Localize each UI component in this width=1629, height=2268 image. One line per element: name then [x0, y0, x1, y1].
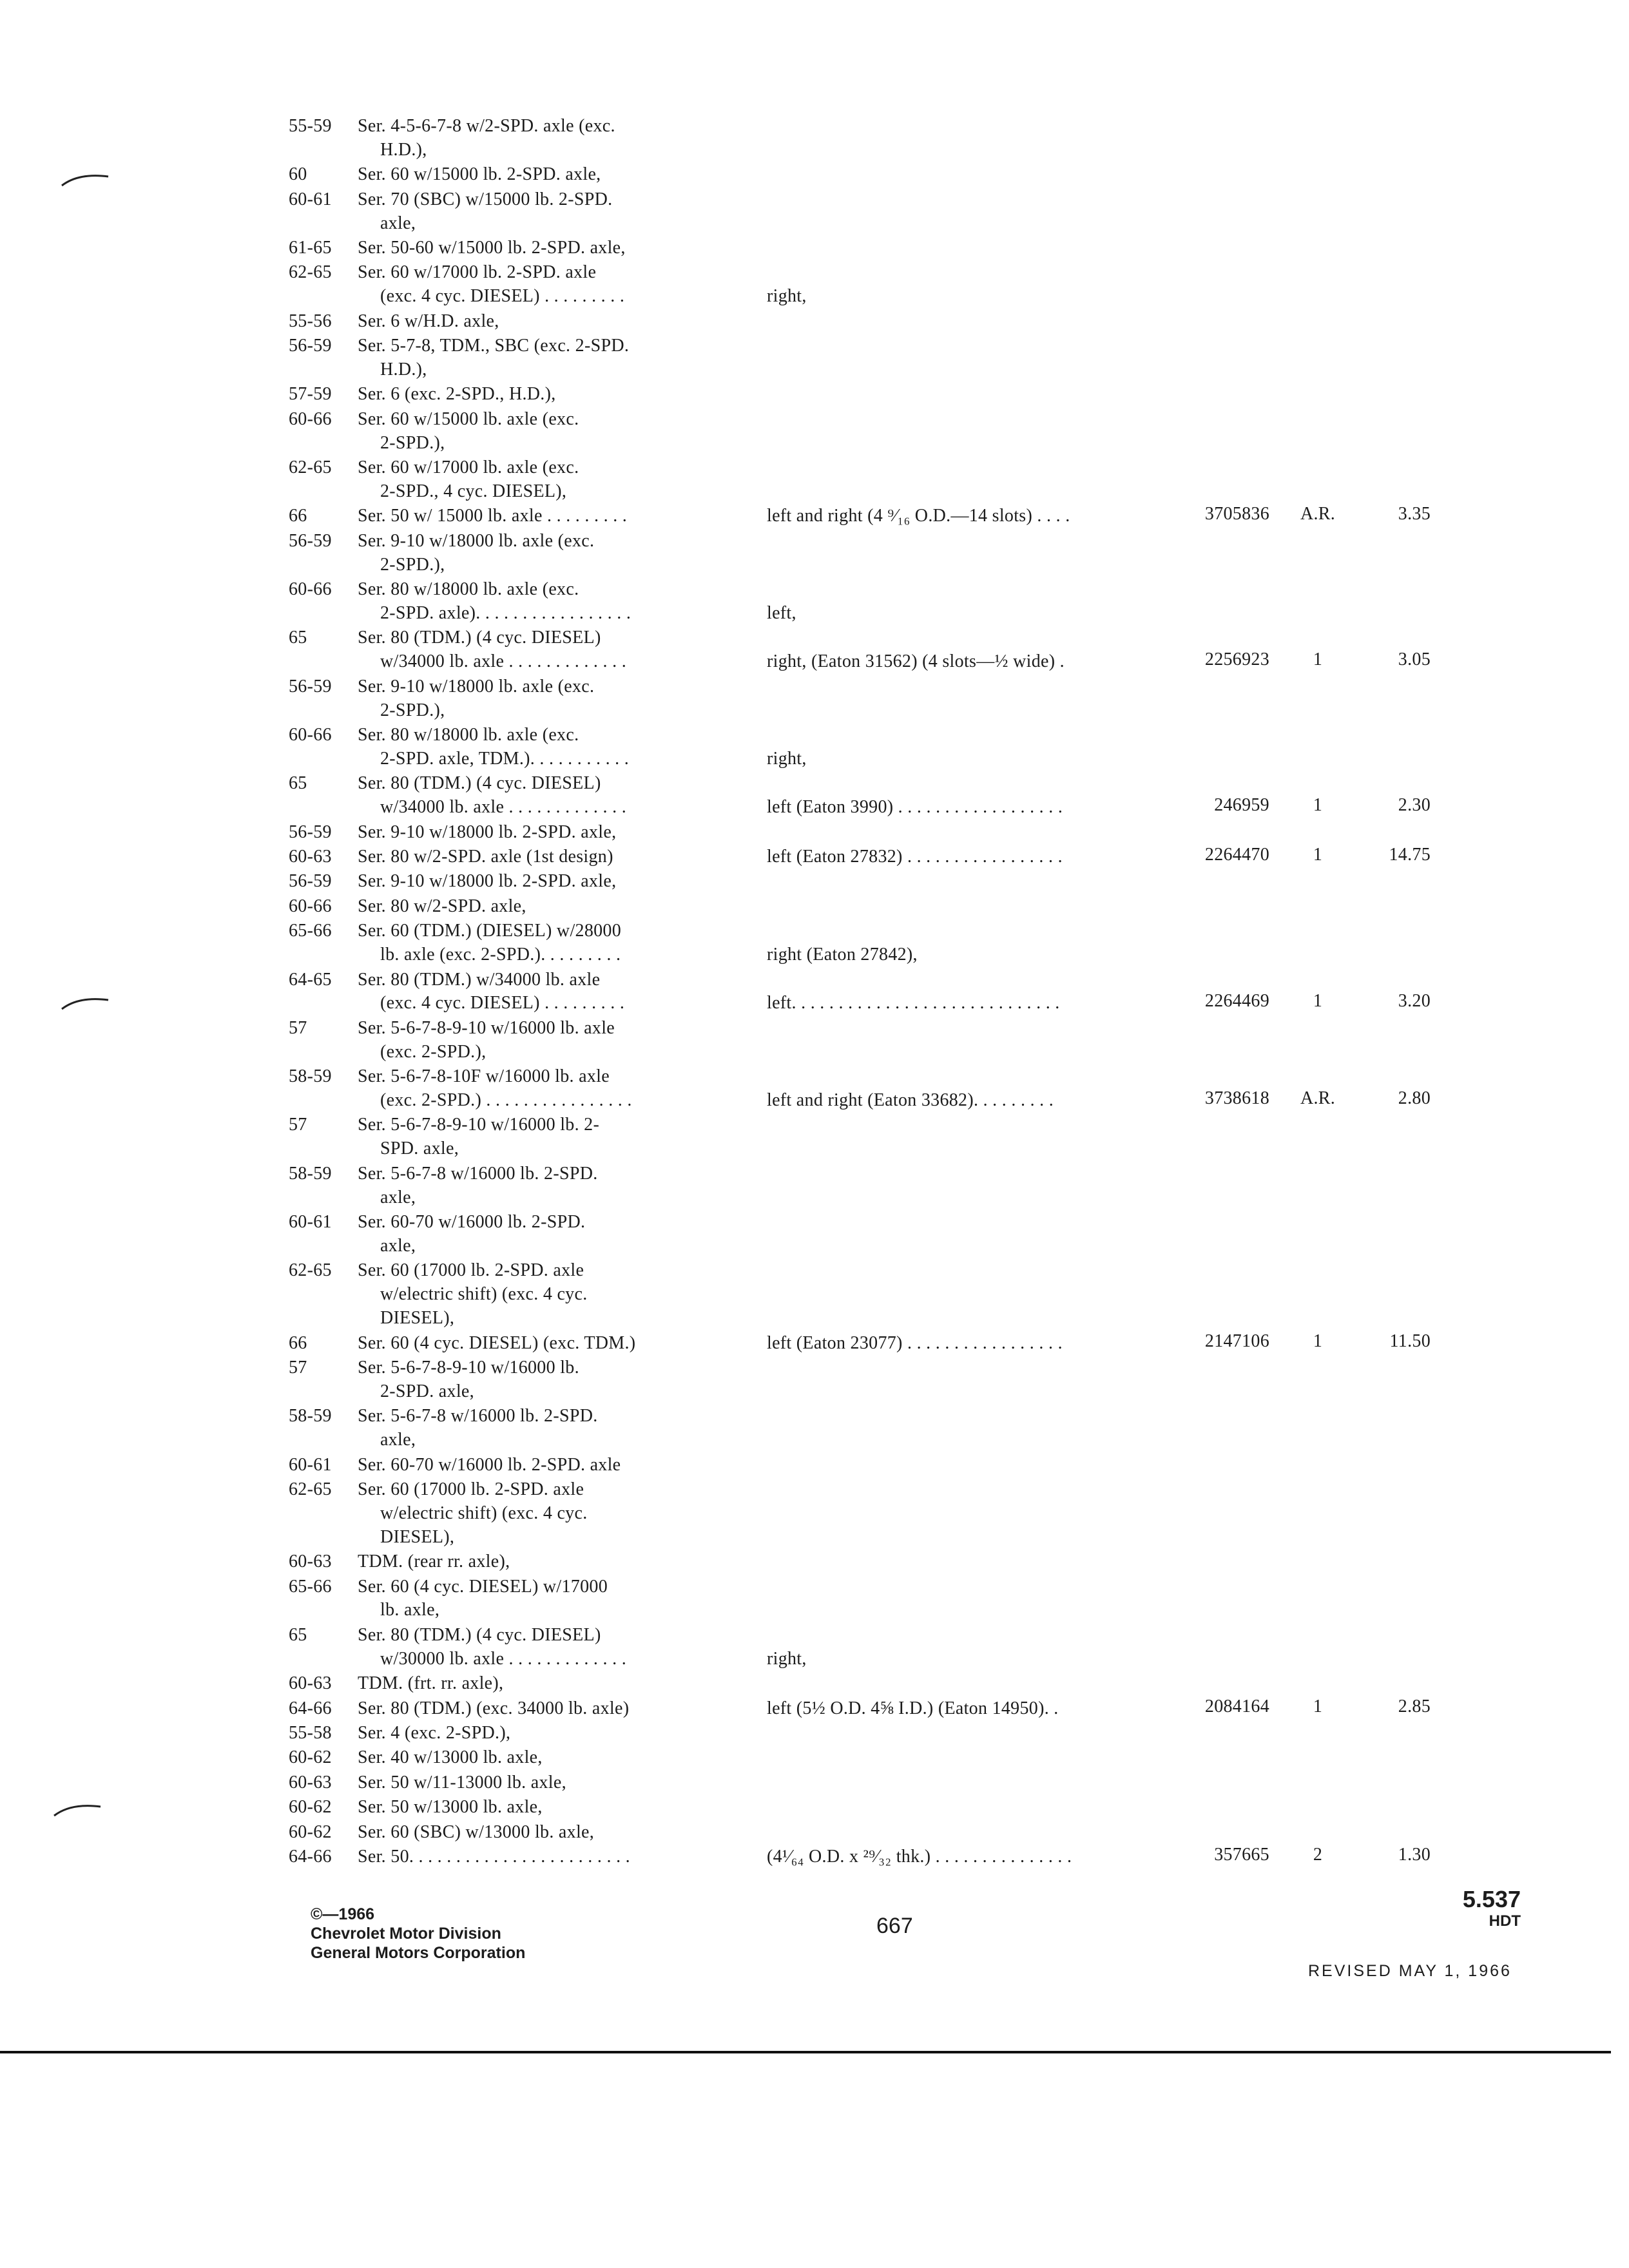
vehicle-description-line: H.D.),: [380, 360, 427, 380]
price: 3.20: [1398, 991, 1431, 1012]
part-description: left (Eaton 23077) . . . . . . . . . . . . . . . . .: [767, 1332, 1063, 1353]
model-years: 60-61: [289, 189, 332, 209]
model-years: 60-63: [289, 1772, 332, 1792]
model-years: 56-59: [289, 336, 332, 356]
vehicle-description-line: 2-SPD.),: [380, 700, 445, 720]
vehicle-description-line: Ser. 60 (17000 lb. 2-SPD. axle: [358, 1479, 584, 1499]
model-years: 60-61: [289, 1454, 332, 1475]
vehicle-description-line: Ser. 60 (4 cyc. DIESEL) w/17000: [358, 1576, 608, 1597]
model-years: 57-59: [289, 384, 332, 405]
vehicle-description-line: Ser. 9-10 w/18000 lb. 2-SPD. axle,: [358, 871, 617, 892]
vehicle-description-line: w/electric shift) (exc. 4 cyc.: [380, 1503, 588, 1523]
model-years: 65-66: [289, 1576, 332, 1597]
model-years: 62-65: [289, 1479, 332, 1499]
vehicle-description-line: 2-SPD. axle,: [380, 1381, 474, 1401]
vehicle-description-line: Ser. 4-5-6-7-8 w/2-SPD. axle (exc.: [358, 116, 615, 136]
vehicle-description-line: w/30000 lb. axle . . . . . . . . . . . . .: [380, 1648, 627, 1669]
vehicle-description-line: Ser. 5-6-7-8-9-10 w/16000 lb. 2-: [358, 1115, 600, 1135]
model-years: 60-66: [289, 408, 332, 429]
price: 3.05: [1398, 649, 1431, 670]
model-years: 55-56: [289, 311, 332, 331]
part-description: left and right (4 ⁹⁄₁₆ O.D.—14 slots) . . . .: [767, 506, 1070, 526]
vehicle-description-line: Ser. 60 w/17000 lb. axle (exc.: [358, 457, 579, 478]
vehicle-description-line: Ser. 6 w/H.D. axle,: [358, 311, 499, 331]
model-years: 60-62: [289, 1797, 332, 1818]
part-description: right (Eaton 27842),: [767, 945, 918, 965]
vehicle-description-line: Ser. 4 (exc. 2-SPD.),: [358, 1722, 511, 1743]
quantity: 1: [1313, 795, 1323, 816]
part-number: 246959: [1214, 795, 1269, 816]
vehicle-description-line: Ser. 80 (TDM.) w/34000 lb. axle: [358, 969, 601, 990]
model-years: 60-63: [289, 1552, 332, 1572]
vehicle-description-line: SPD. axle,: [380, 1139, 459, 1159]
price: 2.80: [1398, 1088, 1431, 1108]
vehicle-description-line: axle,: [380, 1430, 416, 1450]
vehicle-description-line: Ser. 60 w/17000 lb. 2-SPD. axle: [358, 262, 597, 283]
model-years: 56-59: [289, 676, 332, 697]
model-years: 65: [289, 628, 307, 648]
part-description: left,: [767, 603, 796, 623]
model-years: 56-59: [289, 871, 332, 892]
model-years: 60-63: [289, 1673, 332, 1694]
corporation-name: General Motors Corporation: [311, 1944, 526, 1962]
vehicle-description-line: Ser. 80 (TDM.) (4 cyc. DIESEL): [358, 1624, 601, 1645]
vehicle-description-line: Ser. 50 w/ 15000 lb. axle . . . . . . . . .: [358, 506, 628, 526]
model-years: 61-65: [289, 238, 332, 258]
model-years: 60-66: [289, 725, 332, 745]
vehicle-description-line: Ser. 5-6-7-8-9-10 w/16000 lb. axle: [358, 1017, 615, 1038]
vehicle-description-line: Ser. 60 (SBC) w/13000 lb. axle,: [358, 1821, 595, 1842]
vehicle-description-line: w/34000 lb. axle . . . . . . . . . . . . .: [380, 651, 627, 672]
price: 2.30: [1398, 795, 1431, 816]
price: 2.85: [1398, 1696, 1431, 1716]
vehicle-description-line: Ser. 5-6-7-8-9-10 w/16000 lb.: [358, 1357, 579, 1378]
part-number: 2264469: [1204, 991, 1269, 1012]
model-years: 56-59: [289, 822, 332, 842]
model-years: 65: [289, 1624, 307, 1645]
part-number: 2256923: [1204, 649, 1269, 670]
vehicle-description-line: Ser. 80 w/2-SPD. axle (1st design): [358, 847, 613, 867]
vehicle-description-line: axle,: [380, 1187, 416, 1207]
vehicle-description-line: Ser. 9-10 w/18000 lb. 2-SPD. axle,: [358, 822, 617, 842]
part-description: left (Eaton 27832) . . . . . . . . . . . . . . . . .: [767, 847, 1063, 867]
vehicle-description-line: axle,: [380, 1235, 416, 1256]
part-description: right, (Eaton 31562) (4 slots—½ wide) .: [767, 651, 1065, 672]
vehicle-description-line: Ser. 80 (TDM.) (exc. 34000 lb. axle): [358, 1698, 630, 1718]
vehicle-description-line: Ser. 80 (TDM.) (4 cyc. DIESEL): [358, 773, 601, 794]
vehicle-description-line: Ser. 80 (TDM.) (4 cyc. DIESEL): [358, 628, 601, 648]
section-sub: HDT: [1489, 1912, 1521, 1930]
vehicle-description-line: Ser. 50 w/13000 lb. axle,: [358, 1797, 543, 1818]
model-years: 65: [289, 773, 307, 794]
quantity: 2: [1313, 1844, 1323, 1865]
vehicle-description-line: Ser. 5-6-7-8-10F w/16000 lb. axle: [358, 1066, 610, 1087]
model-years: 60-66: [289, 579, 332, 600]
page-number: 667: [876, 1914, 913, 1938]
revision-date: REVISED MAY 1, 1966: [1308, 1962, 1512, 1980]
model-years: 55-59: [289, 116, 332, 136]
vehicle-description-line: H.D.),: [380, 139, 427, 160]
model-years: 64-66: [289, 1698, 332, 1718]
part-number: 3705836: [1204, 504, 1269, 524]
model-years: 62-65: [289, 1260, 332, 1281]
part-description: right,: [767, 286, 807, 307]
quantity: A.R.: [1300, 1088, 1336, 1108]
vehicle-description-line: axle,: [380, 213, 416, 233]
model-years: 60: [289, 164, 307, 185]
model-years: 62-65: [289, 457, 332, 478]
vehicle-description-line: Ser. 80 w/2-SPD. axle,: [358, 896, 526, 916]
part-description: right,: [767, 1648, 807, 1669]
part-description: right,: [767, 748, 807, 769]
model-years: 55-58: [289, 1722, 332, 1743]
section-number: 5.537: [1462, 1886, 1521, 1912]
vehicle-description-line: Ser. 50 w/11-13000 lb. axle,: [358, 1772, 566, 1792]
vehicle-description-line: Ser. 80 w/18000 lb. axle (exc.: [358, 579, 579, 600]
model-years: 60-63: [289, 847, 332, 867]
model-years: 60-61: [289, 1212, 332, 1232]
publisher-block: [311, 1905, 525, 1963]
vehicle-description-line: Ser. 60 (4 cyc. DIESEL) (exc. TDM.): [358, 1332, 636, 1353]
vehicle-description-line: Ser. 60 (TDM.) (DIESEL) w/28000: [358, 921, 622, 941]
vehicle-description-line: TDM. (frt. rr. axle),: [358, 1673, 504, 1694]
quantity: 1: [1313, 845, 1323, 865]
vehicle-description-line: lb. axle,: [380, 1600, 440, 1620]
model-years: 60-62: [289, 1821, 332, 1842]
model-years: 60-66: [289, 896, 332, 916]
vehicle-description-line: (exc. 2-SPD.) . . . . . . . . . . . . . . . .: [380, 1090, 632, 1110]
model-years: 58-59: [289, 1406, 332, 1427]
vehicle-description-line: w/electric shift) (exc. 4 cyc.: [380, 1284, 588, 1305]
part-number: 357665: [1214, 1844, 1269, 1865]
model-years: 58-59: [289, 1066, 332, 1087]
vehicle-description-line: Ser. 5-6-7-8 w/16000 lb. 2-SPD.: [358, 1406, 598, 1427]
model-years: 57: [289, 1017, 307, 1038]
part-description: left and right (Eaton 33682). . . . . . . . .: [767, 1090, 1054, 1110]
bottom-rule: [0, 2051, 1611, 2053]
model-years: 66: [289, 506, 307, 526]
vehicle-description-line: Ser. 60-70 w/16000 lb. 2-SPD. axle: [358, 1454, 621, 1475]
model-years: 64-66: [289, 1846, 332, 1867]
quantity: 1: [1313, 649, 1323, 670]
part-number: 2084164: [1204, 1696, 1269, 1716]
division-name: Chevrolet Motor Division: [311, 1925, 501, 1943]
vehicle-description-line: w/34000 lb. axle . . . . . . . . . . . . .: [380, 797, 627, 818]
vehicle-description-line: Ser. 9-10 w/18000 lb. axle (exc.: [358, 676, 595, 697]
copyright: ©—1966: [311, 1905, 375, 1923]
vehicle-description-line: Ser. 60-70 w/16000 lb. 2-SPD.: [358, 1212, 586, 1232]
part-number: 2264470: [1204, 845, 1269, 865]
quantity: A.R.: [1300, 504, 1336, 524]
model-years: 57: [289, 1115, 307, 1135]
price: 11.50: [1389, 1331, 1431, 1351]
vehicle-description-line: Ser. 50-60 w/15000 lb. 2-SPD. axle,: [358, 238, 626, 258]
vehicle-description-line: Ser. 5-6-7-8 w/16000 lb. 2-SPD.: [358, 1163, 598, 1184]
quantity: 1: [1313, 1331, 1323, 1351]
part-number: 3738618: [1204, 1088, 1269, 1108]
vehicle-description-line: Ser. 70 (SBC) w/15000 lb. 2-SPD.: [358, 189, 613, 209]
model-years: 57: [289, 1357, 307, 1378]
vehicle-description-line: 2-SPD. axle). . . . . . . . . . . . . . . . .: [380, 603, 631, 623]
part-description: (4¹⁄₆₄ O.D. x ²⁹⁄₃₂ thk.) . . . . . . . . . . . . . . .: [767, 1846, 1072, 1867]
vehicle-description-line: Ser. 60 (17000 lb. 2-SPD. axle: [358, 1260, 584, 1281]
part-description: left. . . . . . . . . . . . . . . . . . . . . . . . . . . . .: [767, 993, 1060, 1014]
model-years: 56-59: [289, 530, 332, 551]
model-years: 66: [289, 1332, 307, 1353]
vehicle-description-line: Ser. 60 w/15000 lb. axle (exc.: [358, 408, 579, 429]
model-years: 64-65: [289, 969, 332, 990]
vehicle-description-line: Ser. 5-7-8, TDM., SBC (exc. 2-SPD.: [358, 336, 630, 356]
vehicle-description-line: DIESEL),: [380, 1526, 455, 1547]
vehicle-description-line: Ser. 6 (exc. 2-SPD., H.D.),: [358, 384, 556, 405]
part-number: 2147106: [1204, 1331, 1269, 1351]
vehicle-description-line: Ser. 80 w/18000 lb. axle (exc.: [358, 725, 579, 745]
vehicle-description-line: Ser. 40 w/13000 lb. axle,: [358, 1747, 543, 1768]
model-years: 58-59: [289, 1163, 332, 1184]
model-years: 65-66: [289, 921, 332, 941]
vehicle-description-line: 2-SPD.),: [380, 432, 445, 453]
price: 14.75: [1389, 845, 1431, 865]
price: 3.35: [1398, 504, 1431, 524]
vehicle-description-line: DIESEL),: [380, 1308, 455, 1329]
vehicle-description-line: (exc. 4 cyc. DIESEL) . . . . . . . . .: [380, 286, 625, 307]
punch-mark-top: [59, 169, 111, 188]
vehicle-description-line: Ser. 60 w/15000 lb. 2-SPD. axle,: [358, 164, 601, 185]
punch-mark-middle: [59, 992, 111, 1012]
quantity: 1: [1313, 991, 1323, 1012]
vehicle-description-line: TDM. (rear rr. axle),: [358, 1552, 510, 1572]
vehicle-description-line: lb. axle (exc. 2-SPD.). . . . . . . . .: [380, 945, 621, 965]
model-years: 60-62: [289, 1747, 332, 1768]
model-years: 62-65: [289, 262, 332, 283]
vehicle-description-line: Ser. 50. . . . . . . . . . . . . . . . . . . . . . . .: [358, 1846, 630, 1867]
vehicle-description-line: 2-SPD. axle, TDM.). . . . . . . . . . .: [380, 748, 630, 769]
vehicle-description-line: Ser. 9-10 w/18000 lb. axle (exc.: [358, 530, 595, 551]
price: 1.30: [1398, 1844, 1431, 1865]
vehicle-description-line: 2-SPD.),: [380, 554, 445, 575]
part-description: left (5½ O.D. 4⅝ I.D.) (Eaton 14950). .: [767, 1698, 1059, 1718]
punch-mark-bottom: [52, 1799, 103, 1818]
vehicle-description-line: 2-SPD., 4 cyc. DIESEL),: [380, 481, 567, 501]
vehicle-description-line: (exc. 2-SPD.),: [380, 1041, 487, 1062]
part-description: left (Eaton 3990) . . . . . . . . . . . . . . . . . .: [767, 797, 1063, 818]
quantity: 1: [1313, 1696, 1323, 1716]
vehicle-description-line: (exc. 4 cyc. DIESEL) . . . . . . . . .: [380, 993, 625, 1014]
section-number-block: [1411, 1887, 1521, 1930]
